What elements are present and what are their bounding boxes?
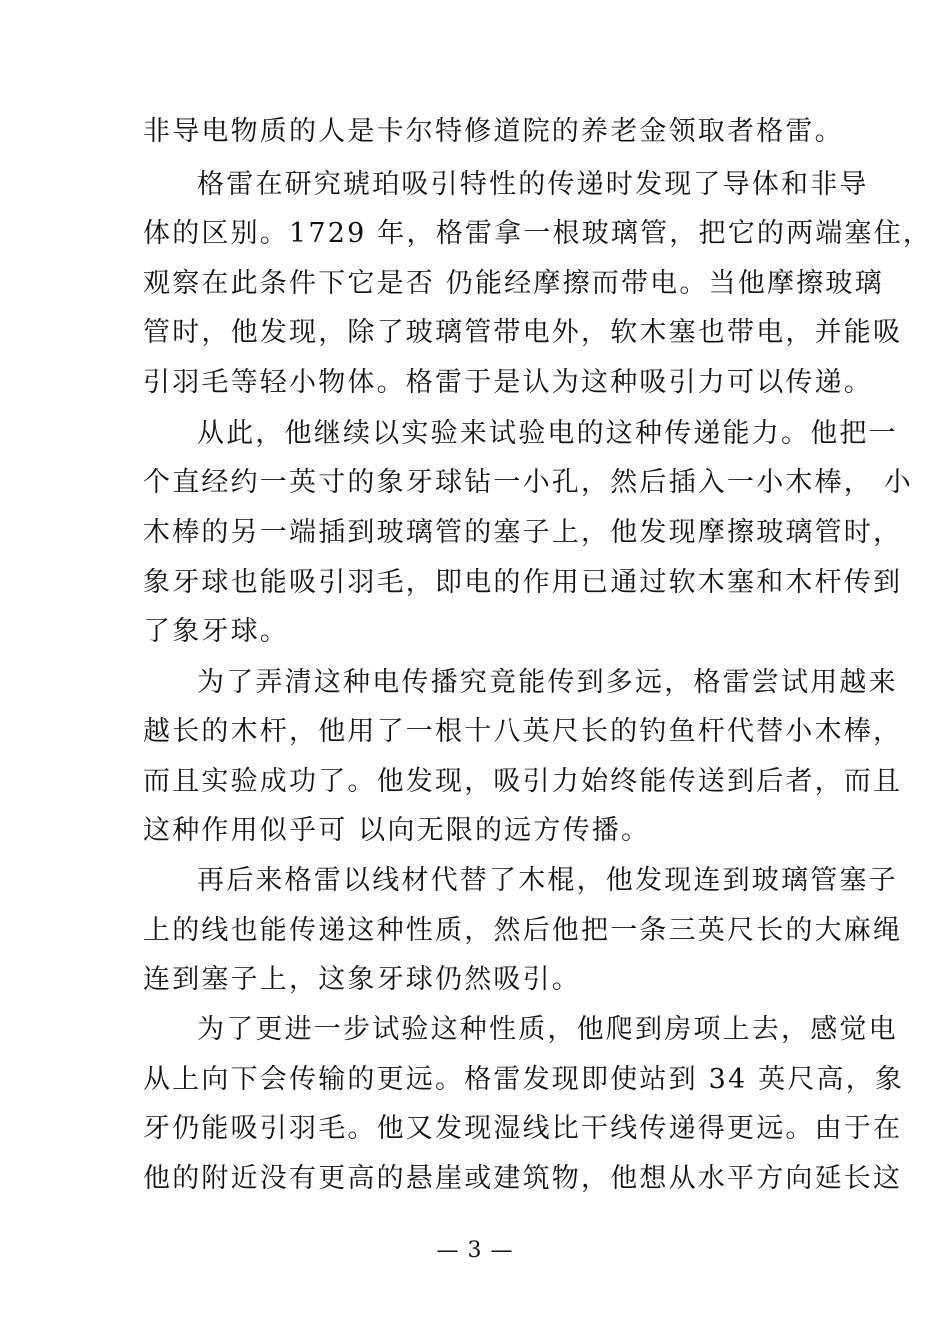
text-line: 观察在此条件下它是否 仍能经摩擦而带电。当他摩擦玻璃 [143, 268, 884, 299]
text-line: 非导电物质的人是卡尔特修道院的养老金领取者格雷。 [143, 116, 844, 147]
text-line: 了象牙球。 [143, 616, 289, 647]
paragraph-first-line: 为了弄清这种电传播究竟能传到多远，格雷尝试用越来 [197, 667, 898, 698]
paragraph-first-line: 格雷在研究琥珀吸引特性的传递时发现了导体和非导 [197, 169, 869, 200]
text-line: 管时，他发现，除了玻璃管带电外，软木塞也带电，并能吸 [143, 317, 903, 348]
text-line: 这种作用似乎可 以向无限的远方传播。 [143, 815, 651, 846]
paragraph-first-line: 为了更进一步试验这种性质，他爬到房项上去，感觉电 [197, 1014, 898, 1045]
text-line: 个直经约一英寸的象牙球钻一小孔，然后插入一小木棒， 小 [143, 467, 913, 498]
text-line: 而且实验成功了。他发现，吸引力始终能传送到后者，而且 [143, 766, 903, 797]
text-line: 体的区别。1729 年，格雷拿一根玻璃管，把它的两端塞住， [143, 218, 933, 249]
paragraph-first-line: 从此，他继续以实验来试验电的这种传递能力。他把一 [197, 418, 898, 449]
text-line: 木棒的另一端插到玻璃管的塞子上，他发现摩擦玻璃管时， [143, 517, 903, 548]
text-line: 象牙球也能吸引羽毛，即电的作用已通过软木塞和木杆传到 [143, 567, 903, 598]
text-line: 牙仍能吸引羽毛。他又发现湿线比干线传递得更远。由于在 [143, 1113, 903, 1144]
text-line: 从上向下会传输的更远。格雷发现即使站到 34 英尺高，象 [143, 1064, 905, 1095]
page-number: — 3 — [436, 1238, 514, 1263]
text-line: 引羽毛等轻小物体。格雷于是认为这种吸引力可以传递。 [143, 367, 873, 398]
paragraph-first-line: 再后来格雷以线材代替了木棍，他发现连到玻璃管塞子 [197, 865, 898, 896]
text-line: 上的线也能传递这种性质，然后他把一条三英尺长的大麻绳 [143, 915, 903, 946]
text-line: 连到塞子上，这象牙球仍然吸引。 [143, 964, 581, 995]
text-line: 他的附近没有更高的悬崖或建筑物，他想从水平方向延长这 [143, 1163, 903, 1194]
text-line: 越长的木杆，他用了一根十八英尺长的钓鱼杆代替小木棒， [143, 716, 903, 747]
